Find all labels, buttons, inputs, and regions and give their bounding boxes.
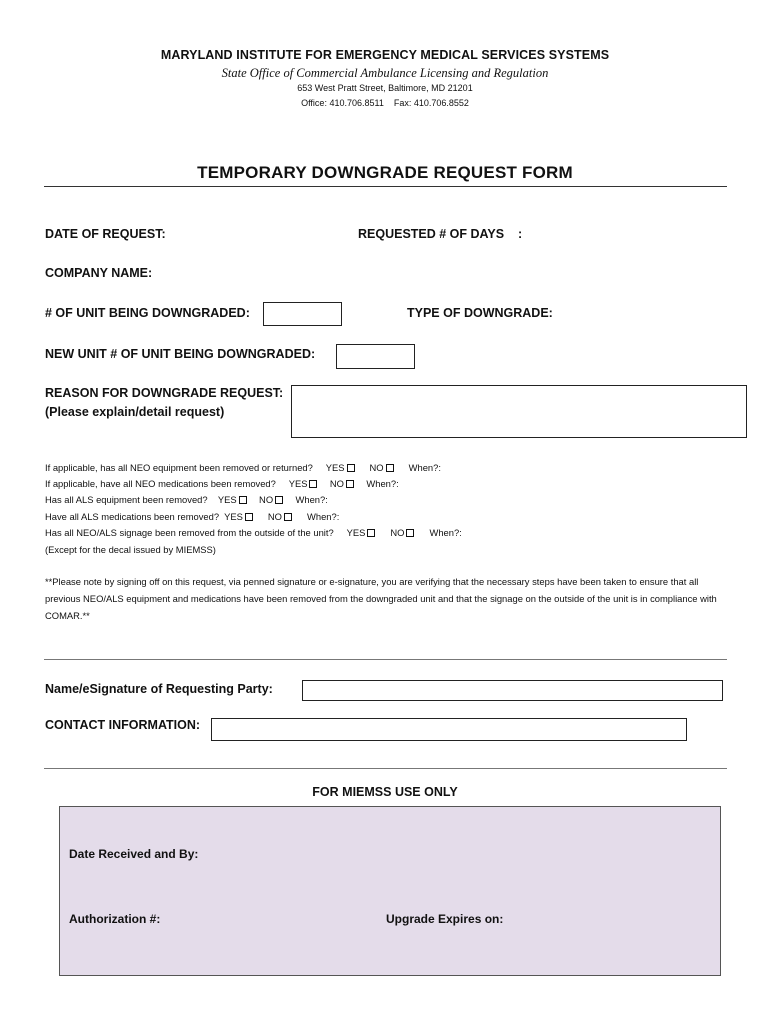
question-text: Has all ALS equipment been removed? bbox=[45, 494, 208, 505]
no-label: NO bbox=[369, 462, 384, 473]
no-checkbox[interactable] bbox=[284, 513, 292, 521]
when-label: When?: bbox=[366, 478, 399, 489]
question-text: Have all ALS medications been removed? bbox=[45, 511, 220, 522]
unit-number-field[interactable] bbox=[263, 302, 342, 326]
yes-label: YES bbox=[325, 462, 345, 473]
yes-checkbox[interactable] bbox=[245, 513, 253, 521]
reason-label: REASON FOR DOWNGRADE REQUEST: bbox=[45, 386, 284, 400]
yes-label: YES bbox=[217, 494, 237, 505]
requested-days-label: REQUESTED # OF DAYS : bbox=[358, 227, 523, 241]
no-label: NO bbox=[390, 527, 405, 538]
verification-note: **Please note by signing off on this request, via penned signature or e-signature, you are verifying that the necessary steps have been taken to ensure that all previous NEO/ALS equipment and medications have been removed from the downgraded unit and that the signage on the outside of the unit is in compliance with COMAR.** bbox=[45, 576, 717, 621]
reason-field[interactable] bbox=[291, 385, 747, 438]
reason-sublabel: (Please explain/detail request) bbox=[45, 405, 225, 419]
yes-checkbox[interactable] bbox=[367, 529, 375, 537]
checklist-row-signage bbox=[45, 527, 462, 538]
yes-label: YES bbox=[288, 478, 308, 489]
section-divider bbox=[44, 659, 727, 660]
when-label: When?: bbox=[408, 462, 441, 473]
office-use-divider bbox=[44, 768, 727, 769]
yes-label: YES bbox=[346, 527, 366, 538]
form-title: TEMPORARY DOWNGRADE REQUEST FORM bbox=[197, 163, 573, 182]
new-unit-number-field[interactable] bbox=[336, 344, 415, 369]
when-label: When?: bbox=[295, 494, 328, 505]
unit-number-label: # OF UNIT BEING DOWNGRADED: bbox=[45, 306, 250, 320]
signature-label: Name/eSignature of Requesting Party: bbox=[45, 682, 273, 696]
no-checkbox[interactable] bbox=[346, 480, 354, 488]
question-text: If applicable, have all NEO medications been removed? bbox=[45, 478, 276, 489]
office-address: 653 West Pratt Street, Baltimore, MD 21201 bbox=[297, 83, 473, 93]
no-checkbox[interactable] bbox=[275, 496, 283, 504]
contact-info-label: CONTACT INFORMATION: bbox=[45, 718, 201, 732]
office-contact: Office: 410.706.8511 Fax: 410.706.8552 bbox=[301, 98, 469, 108]
office-use-heading: FOR MIEMSS USE ONLY bbox=[312, 785, 458, 799]
signature-field[interactable] bbox=[302, 680, 723, 701]
question-text: Has all NEO/ALS signage been removed from the outside of the unit? bbox=[45, 527, 334, 538]
type-of-downgrade-label: TYPE OF DOWNGRADE: bbox=[407, 306, 553, 320]
checklist-row-neo-equipment bbox=[45, 462, 441, 473]
new-unit-number-label: NEW UNIT # OF UNIT BEING DOWNGRADED: bbox=[45, 347, 316, 361]
no-checkbox[interactable] bbox=[406, 529, 414, 537]
yes-checkbox[interactable] bbox=[239, 496, 247, 504]
no-label: NO bbox=[259, 494, 274, 505]
when-label: When?: bbox=[307, 511, 340, 522]
office-use-panel bbox=[59, 806, 721, 976]
checklist-row-als-equipment bbox=[45, 494, 328, 505]
contact-info-field[interactable] bbox=[211, 718, 687, 741]
signage-exception-note: (Except for the decal issued by MIEMSS) bbox=[45, 544, 216, 555]
yes-checkbox[interactable] bbox=[347, 464, 355, 472]
yes-checkbox[interactable] bbox=[309, 480, 317, 488]
upgrade-expires-label: Upgrade Expires on: bbox=[386, 912, 504, 926]
office-name: State Office of Commercial Ambulance Licensing and Regulation bbox=[221, 66, 549, 80]
no-label: NO bbox=[267, 511, 282, 522]
authorization-label: Authorization #: bbox=[69, 912, 161, 926]
when-label: When?: bbox=[429, 527, 462, 538]
no-label: NO bbox=[329, 478, 344, 489]
date-of-request-label: DATE OF REQUEST: bbox=[45, 227, 166, 241]
org-name: MARYLAND INSTITUTE FOR EMERGENCY MEDICAL SERVICES SYSTEMS bbox=[160, 48, 610, 62]
no-checkbox[interactable] bbox=[386, 464, 394, 472]
company-name-label: COMPANY NAME: bbox=[45, 266, 153, 280]
date-received-label: Date Received and By: bbox=[69, 847, 199, 861]
checklist-row-neo-medications bbox=[45, 478, 399, 489]
checklist-row-als-medications bbox=[45, 511, 339, 522]
yes-label: YES bbox=[224, 511, 243, 522]
title-divider bbox=[44, 186, 727, 187]
question-text: If applicable, has all NEO equipment been removed or returned? bbox=[45, 462, 313, 473]
